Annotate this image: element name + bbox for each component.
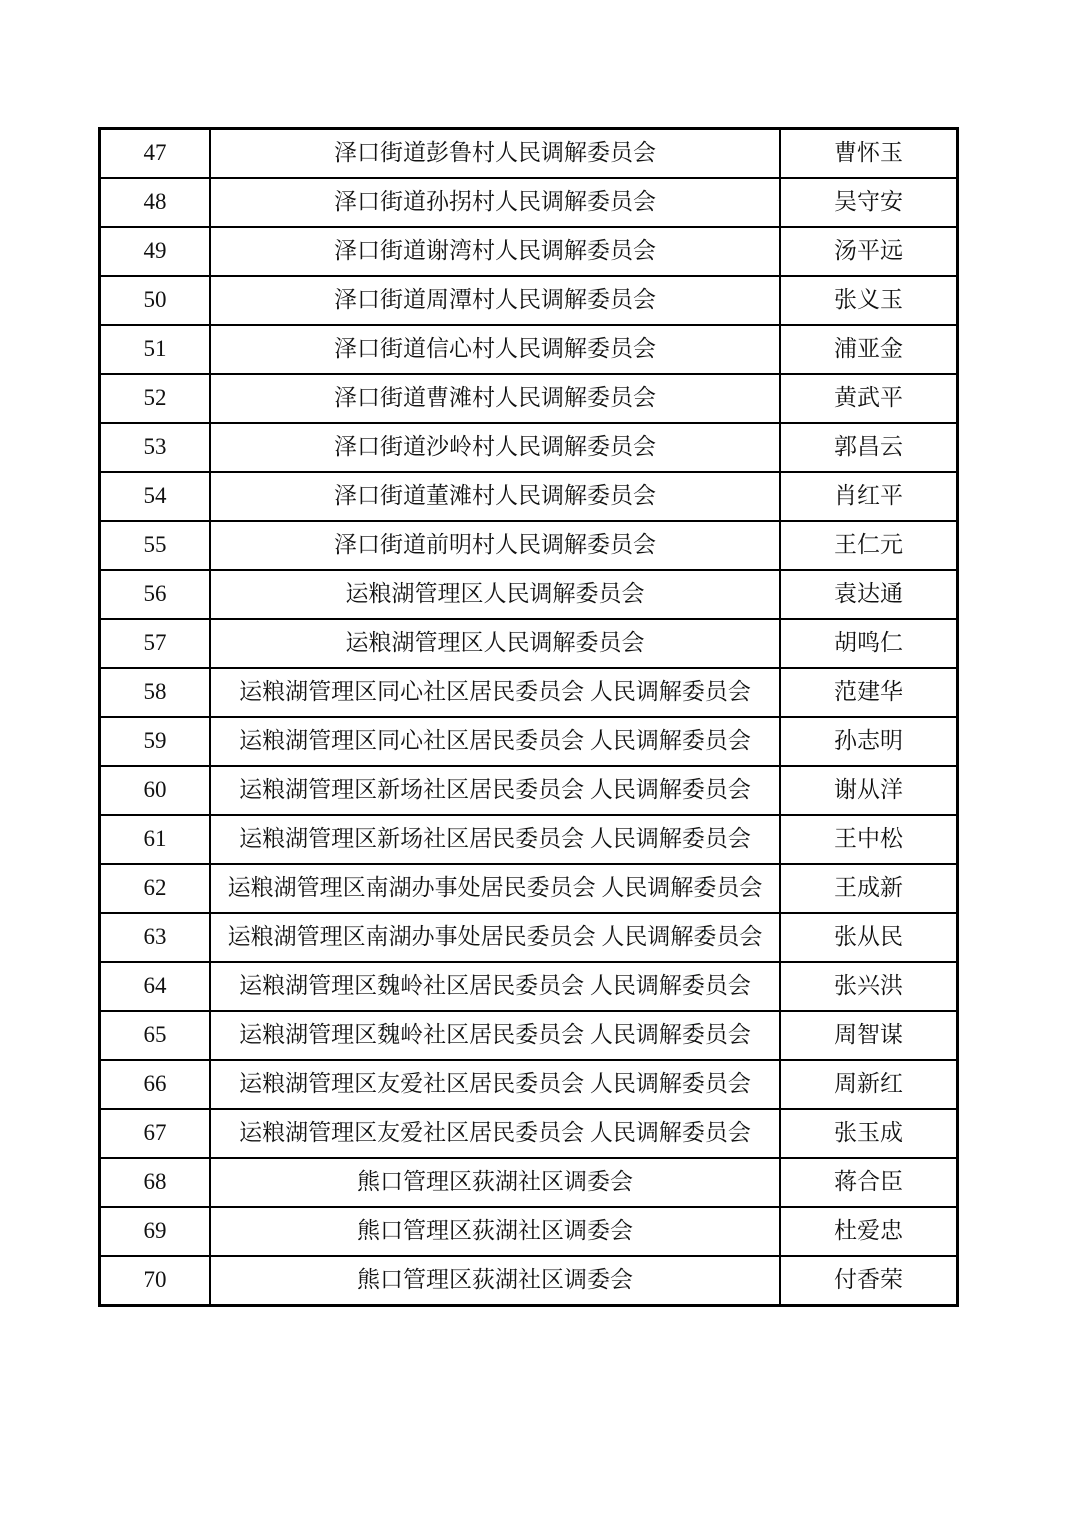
org-name-cell: 运粮湖管理区人民调解委员会 bbox=[210, 570, 780, 619]
row-number-cell: 66 bbox=[100, 1060, 211, 1109]
org-name-cell: 运粮湖管理区同心社区居民委员会 人民调解委员会 bbox=[210, 717, 780, 766]
row-number-cell: 63 bbox=[100, 913, 211, 962]
person-name-cell: 孙志明 bbox=[780, 717, 958, 766]
row-number-cell: 54 bbox=[100, 472, 211, 521]
person-name-cell: 袁达通 bbox=[780, 570, 958, 619]
row-number-cell: 52 bbox=[100, 374, 211, 423]
table-row bbox=[100, 913, 958, 962]
row-number-cell: 61 bbox=[100, 815, 211, 864]
person-name-cell: 王成新 bbox=[780, 864, 958, 913]
person-name-cell: 张兴洪 bbox=[780, 962, 958, 1011]
row-number-cell: 70 bbox=[100, 1256, 211, 1306]
table-row bbox=[100, 619, 958, 668]
org-name-cell: 泽口街道谢湾村人民调解委员会 bbox=[210, 227, 780, 276]
org-name-cell: 运粮湖管理区南湖办事处居民委员会 人民调解委员会 bbox=[210, 913, 780, 962]
table-row bbox=[100, 570, 958, 619]
org-name-cell: 泽口街道彭鲁村人民调解委员会 bbox=[210, 129, 780, 179]
person-name-cell: 杜爱忠 bbox=[780, 1207, 958, 1256]
table-row bbox=[100, 717, 958, 766]
table-row bbox=[100, 276, 958, 325]
person-name-cell: 蒋合臣 bbox=[780, 1158, 958, 1207]
org-name-cell: 熊口管理区荻湖社区调委会 bbox=[210, 1256, 780, 1306]
person-name-cell: 汤平远 bbox=[780, 227, 958, 276]
table-row bbox=[100, 1256, 958, 1306]
person-name-cell: 吴守安 bbox=[780, 178, 958, 227]
row-number-cell: 65 bbox=[100, 1011, 211, 1060]
org-name-cell: 泽口街道沙岭村人民调解委员会 bbox=[210, 423, 780, 472]
org-name-cell: 熊口管理区荻湖社区调委会 bbox=[210, 1158, 780, 1207]
row-number-cell: 56 bbox=[100, 570, 211, 619]
person-name-cell: 黄武平 bbox=[780, 374, 958, 423]
person-name-cell: 张从民 bbox=[780, 913, 958, 962]
table-row bbox=[100, 1060, 958, 1109]
table-row bbox=[100, 1158, 958, 1207]
row-number-cell: 47 bbox=[100, 129, 211, 179]
row-number-cell: 55 bbox=[100, 521, 211, 570]
table-row bbox=[100, 864, 958, 913]
table-row bbox=[100, 815, 958, 864]
table-row bbox=[100, 472, 958, 521]
table-row bbox=[100, 766, 958, 815]
table-row bbox=[100, 1109, 958, 1158]
table-row bbox=[100, 423, 958, 472]
person-name-cell: 郭昌云 bbox=[780, 423, 958, 472]
table-row bbox=[100, 227, 958, 276]
org-name-cell: 泽口街道董滩村人民调解委员会 bbox=[210, 472, 780, 521]
person-name-cell: 王中松 bbox=[780, 815, 958, 864]
row-number-cell: 57 bbox=[100, 619, 211, 668]
table-row bbox=[100, 1207, 958, 1256]
person-name-cell: 胡鸣仁 bbox=[780, 619, 958, 668]
org-name-cell: 运粮湖管理区南湖办事处居民委员会 人民调解委员会 bbox=[210, 864, 780, 913]
person-name-cell: 曹怀玉 bbox=[780, 129, 958, 179]
row-number-cell: 50 bbox=[100, 276, 211, 325]
person-name-cell: 周新红 bbox=[780, 1060, 958, 1109]
table-row bbox=[100, 178, 958, 227]
row-number-cell: 59 bbox=[100, 717, 211, 766]
row-number-cell: 68 bbox=[100, 1158, 211, 1207]
org-name-cell: 运粮湖管理区魏岭社区居民委员会 人民调解委员会 bbox=[210, 1011, 780, 1060]
org-name-cell: 泽口街道信心村人民调解委员会 bbox=[210, 325, 780, 374]
org-name-cell: 运粮湖管理区新场社区居民委员会 人民调解委员会 bbox=[210, 766, 780, 815]
person-name-cell: 谢从洋 bbox=[780, 766, 958, 815]
mediation-committee-roster-table bbox=[98, 127, 959, 1307]
row-number-cell: 60 bbox=[100, 766, 211, 815]
person-name-cell: 张义玉 bbox=[780, 276, 958, 325]
person-name-cell: 范建华 bbox=[780, 668, 958, 717]
org-name-cell: 运粮湖管理区魏岭社区居民委员会 人民调解委员会 bbox=[210, 962, 780, 1011]
row-number-cell: 51 bbox=[100, 325, 211, 374]
person-name-cell: 付香荣 bbox=[780, 1256, 958, 1306]
person-name-cell: 周智谋 bbox=[780, 1011, 958, 1060]
org-name-cell: 运粮湖管理区友爱社区居民委员会 人民调解委员会 bbox=[210, 1060, 780, 1109]
table-row bbox=[100, 962, 958, 1011]
org-name-cell: 泽口街道前明村人民调解委员会 bbox=[210, 521, 780, 570]
org-name-cell: 运粮湖管理区同心社区居民委员会 人民调解委员会 bbox=[210, 668, 780, 717]
org-name-cell: 泽口街道周潭村人民调解委员会 bbox=[210, 276, 780, 325]
org-name-cell: 泽口街道孙拐村人民调解委员会 bbox=[210, 178, 780, 227]
org-name-cell: 泽口街道曹滩村人民调解委员会 bbox=[210, 374, 780, 423]
table-row bbox=[100, 325, 958, 374]
org-name-cell: 运粮湖管理区人民调解委员会 bbox=[210, 619, 780, 668]
person-name-cell: 肖红平 bbox=[780, 472, 958, 521]
org-name-cell: 运粮湖管理区新场社区居民委员会 人民调解委员会 bbox=[210, 815, 780, 864]
table-row bbox=[100, 521, 958, 570]
person-name-cell: 王仁元 bbox=[780, 521, 958, 570]
org-name-cell: 运粮湖管理区友爱社区居民委员会 人民调解委员会 bbox=[210, 1109, 780, 1158]
row-number-cell: 67 bbox=[100, 1109, 211, 1158]
table-row bbox=[100, 1011, 958, 1060]
row-number-cell: 58 bbox=[100, 668, 211, 717]
row-number-cell: 49 bbox=[100, 227, 211, 276]
row-number-cell: 53 bbox=[100, 423, 211, 472]
table-row bbox=[100, 129, 958, 179]
person-name-cell: 浦亚金 bbox=[780, 325, 958, 374]
org-name-cell: 熊口管理区荻湖社区调委会 bbox=[210, 1207, 780, 1256]
row-number-cell: 62 bbox=[100, 864, 211, 913]
person-name-cell: 张玉成 bbox=[780, 1109, 958, 1158]
row-number-cell: 69 bbox=[100, 1207, 211, 1256]
table-body bbox=[100, 129, 958, 1306]
row-number-cell: 48 bbox=[100, 178, 211, 227]
row-number-cell: 64 bbox=[100, 962, 211, 1011]
table-row bbox=[100, 374, 958, 423]
table-row bbox=[100, 668, 958, 717]
